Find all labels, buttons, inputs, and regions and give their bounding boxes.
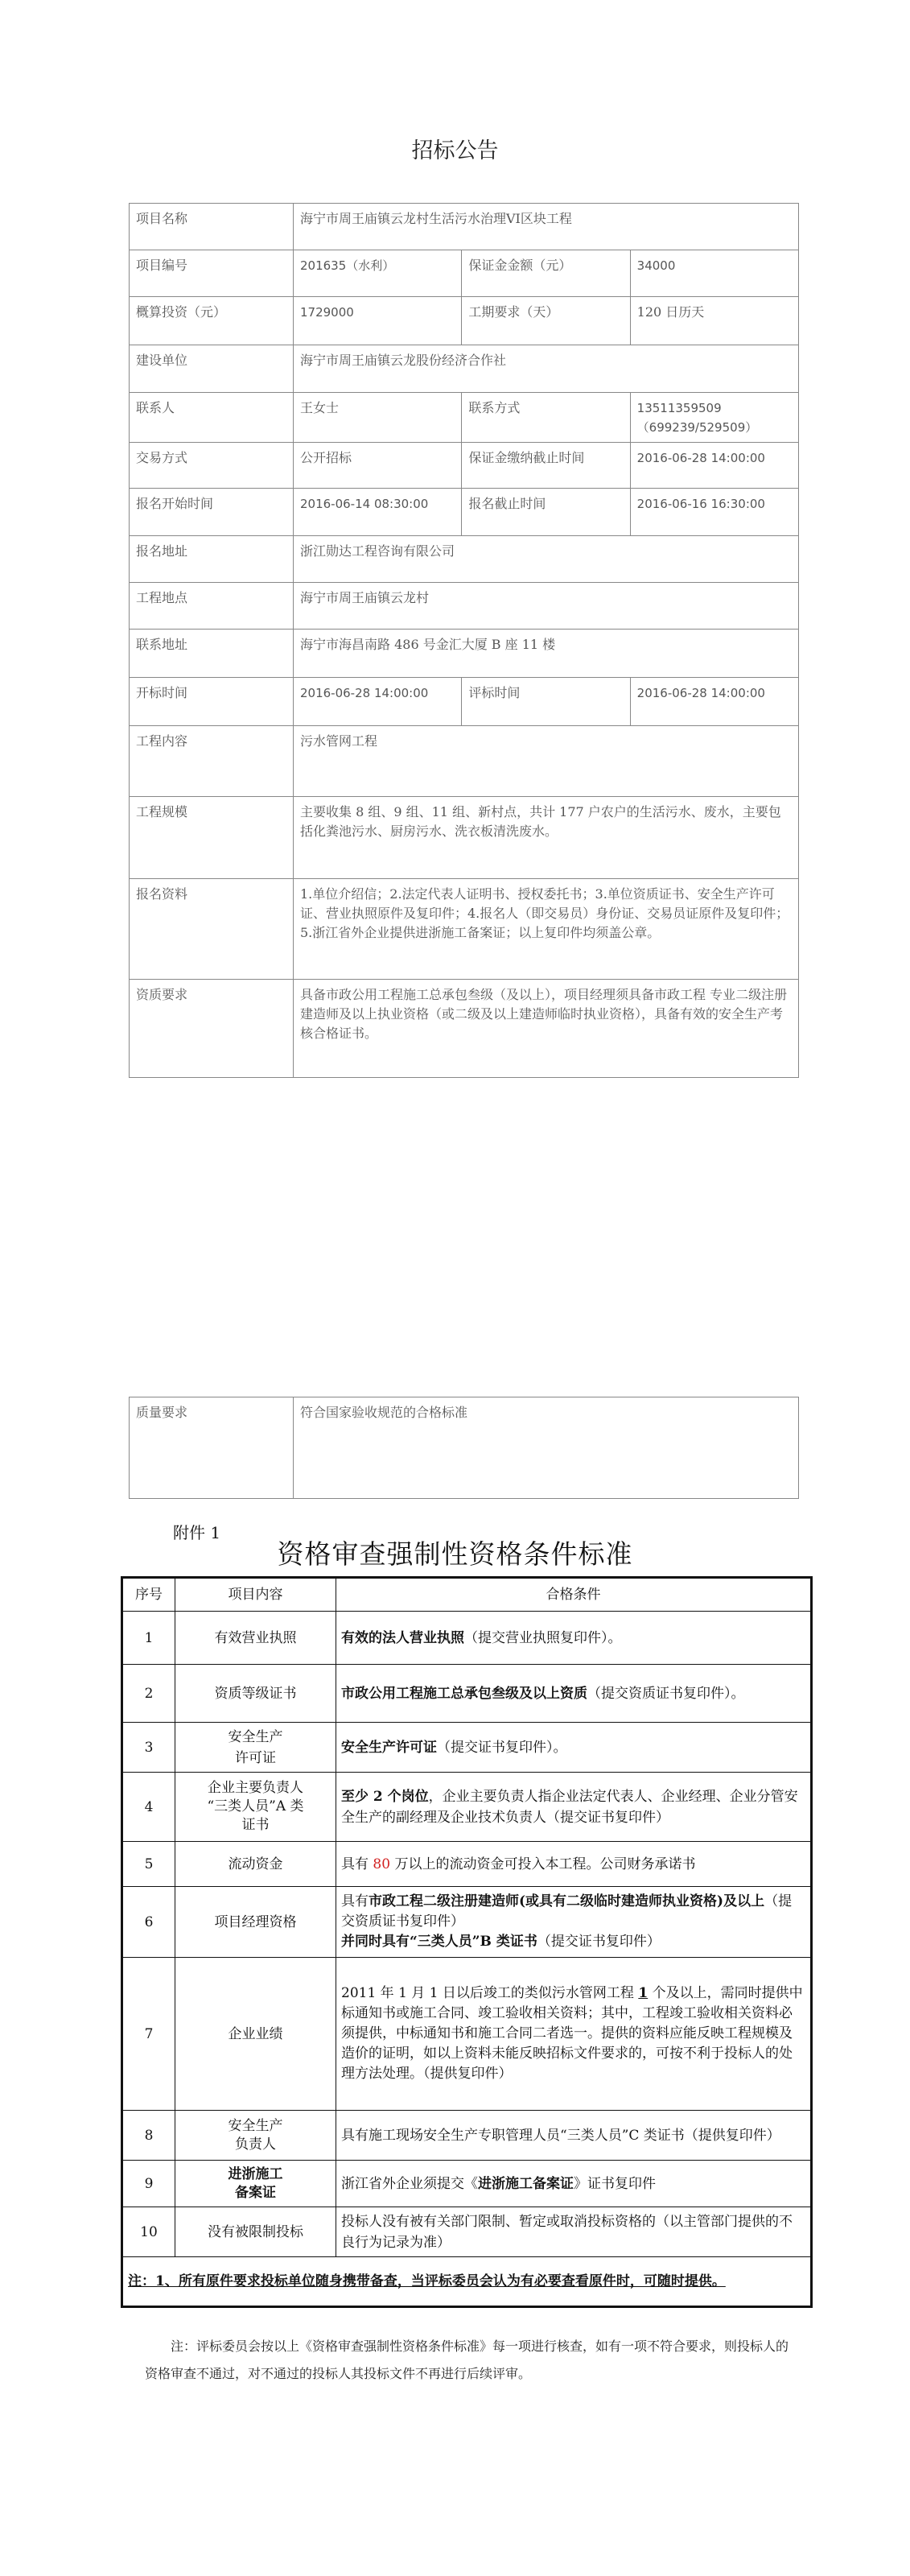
- value-contact: 王女士: [294, 393, 462, 443]
- criteria-table: [121, 1576, 813, 2308]
- criteria-row: [122, 1723, 812, 1773]
- row-no: 8: [122, 2111, 175, 2161]
- row-item: 流动资金: [175, 1842, 336, 1887]
- cond-pre: 具有: [341, 1856, 373, 1872]
- value-project-no: 201635（水利）: [294, 250, 462, 297]
- value-qualification: 具备市政公用工程施工总承包叁级（及以上），项目经理须具备市政工程 专业二级注册建造师及以上执业资格（或二级及以上建造师临时执业资格），具备有效的安全生产考核合格证书。: [294, 980, 799, 1078]
- item-line: 负责人: [235, 2136, 276, 2153]
- label-site: 工程地点: [130, 583, 294, 630]
- row-no: 5: [122, 1842, 175, 1887]
- cond-post: （提交证书复印件）: [537, 1934, 661, 1950]
- criteria-row: [122, 1958, 812, 2111]
- value-reg-end: 2016-06-16 16:30:00: [630, 489, 798, 536]
- cond-post: 万以上的流动资金可投入本工程。公司财务承诺书: [390, 1856, 696, 1872]
- bottom-note: 注：评标委员会按以上《资格审查强制性资格条件标准》每一项进行核查，如有一项不符合要求，则投标人的资格审查不通过，对不通过的投标人其投标文件不再进行后续评审。: [145, 2339, 789, 2381]
- cond-bold: 进浙施工备案证: [478, 2175, 574, 2192]
- header-item: 项目内容: [175, 1578, 336, 1612]
- row-no: 2: [122, 1665, 175, 1723]
- criteria-row: [122, 1887, 812, 1958]
- row-cond: [336, 1773, 812, 1842]
- quality-table: [129, 1397, 799, 1499]
- item-line: 安全生产: [228, 2117, 283, 2134]
- label-project-no: 项目编号: [130, 250, 294, 297]
- cond-pre: 浙江省外企业须提交《: [341, 2175, 478, 2192]
- header-cond: 合格条件: [336, 1578, 812, 1612]
- item-line: 许可证: [235, 1749, 276, 1766]
- value-deposit-deadline: 2016-06-28 14:00:00: [630, 443, 798, 489]
- cond-bold: 安全生产许可证: [341, 1739, 437, 1756]
- contact-phone: 13511359509: [636, 401, 722, 415]
- label-trade-method: 交易方式: [130, 443, 294, 489]
- row-cond: [336, 1723, 812, 1773]
- cond-mid: （提交资质证书复印件）: [341, 1893, 793, 1930]
- row-cond: [336, 1958, 812, 2111]
- cond-amount: 80: [373, 1856, 391, 1872]
- value-deposit: 34000: [630, 250, 798, 297]
- label-contact-method: 联系方式: [462, 393, 630, 443]
- row-item: 企业业绩: [175, 1958, 336, 2111]
- criteria-row: [122, 2111, 812, 2161]
- cond-post: 个及以上，需同时提供中标通知书或施工合同、竣工验收相关资料；其中，工程竣工验收相关资料必须提供，中标通知书和施工合同二者选一。提供的资料应能反映工程规模及造价的证明，如以上资料未能反映招标文件要求的，可按不利于投标人的处理方法处理。（提供复印件）: [341, 1985, 803, 2082]
- cond-bold: 市政工程二级注册建造师(或具有二级临时建造师执业资格)及以上: [369, 1893, 765, 1909]
- cond-rest: （提交资质证书复印件）。: [587, 1685, 745, 1702]
- criteria-footnote-row: [122, 2257, 812, 2307]
- label-deposit: 保证金金额（元）: [462, 250, 630, 297]
- value-budget: 1729000: [294, 297, 462, 345]
- value-contact-method: [630, 393, 798, 443]
- row-item: [175, 2161, 336, 2207]
- label-reg-end: 报名截止时间: [462, 489, 630, 536]
- label-deposit-deadline: 保证金缴纳截止时间: [462, 443, 630, 489]
- row-cond: [336, 1612, 812, 1665]
- row-cond: [336, 1887, 812, 1958]
- value-trade-method: 公开招标: [294, 443, 462, 489]
- row-item: 没有被限制投标: [175, 2207, 336, 2257]
- label-qualification: 资质要求: [130, 980, 294, 1078]
- value-quality: 符合国家验收规范的合格标准: [294, 1397, 799, 1499]
- page-title: 招标公告: [411, 138, 499, 163]
- row-item: 资质等级证书: [175, 1665, 336, 1723]
- cond-rest: （提交证书复印件）。: [437, 1739, 567, 1756]
- value-reg-address: 浙江勋达工程咨询有限公司: [294, 536, 799, 583]
- contact-phone-ext: （699239/529509）: [636, 420, 758, 435]
- row-item: 有效营业执照: [175, 1612, 336, 1665]
- criteria-header-row: [122, 1578, 812, 1612]
- tender-info-table: [129, 203, 799, 1078]
- label-contact: 联系人: [130, 393, 294, 443]
- value-period: 120 日历天: [630, 297, 798, 345]
- cond-bold: 市政公用工程施工总承包叁级及以上资质: [341, 1685, 587, 1702]
- row-no: 1: [122, 1612, 175, 1665]
- cond-pre: 具有: [341, 1893, 369, 1909]
- header-no: 序号: [122, 1578, 175, 1612]
- cond-rest: ，企业主要负责人指企业法定代表人、企业经理、企业分管安全生产的副经理及企业技术负责人（提交证书复印件）: [341, 1788, 798, 1826]
- item-line: 企业主要负责人: [208, 1780, 303, 1796]
- criteria-row: [122, 1612, 812, 1665]
- value-owner: 海宁市周王庙镇云龙股份经济合作社: [294, 345, 799, 393]
- row-no: 4: [122, 1773, 175, 1842]
- criteria-row: [122, 2161, 812, 2207]
- label-open-time: 开标时间: [130, 678, 294, 726]
- row-cond: [336, 1842, 812, 1887]
- item-line: 证书: [241, 1817, 270, 1833]
- cond-bold: 并同时具有“三类人员”B 类证书: [341, 1934, 537, 1950]
- cond-count: 1: [638, 1985, 649, 2001]
- criteria-row: [122, 1842, 812, 1887]
- row-cond: 具有施工现场安全生产专职管理人员“三类人员”C 类证书（提供复印件）: [336, 2111, 812, 2161]
- criteria-row: [122, 1773, 812, 1842]
- cond-post: 》证书复印件: [574, 2175, 656, 2192]
- row-item: [175, 1723, 336, 1773]
- value-site: 海宁市周王庙镇云龙村: [294, 583, 799, 630]
- item-line: “三类人员”A 类: [207, 1798, 304, 1814]
- label-materials: 报名资料: [130, 879, 294, 980]
- row-no: 6: [122, 1887, 175, 1958]
- item-line: 进浙施工: [228, 2165, 283, 2182]
- label-owner: 建设单位: [130, 345, 294, 393]
- item-line: 备案证: [235, 2184, 276, 2201]
- row-no: 10: [122, 2207, 175, 2257]
- value-scale: 主要收集 8 组、9 组、11 组、新村点，共计 177 户农户的生活污水、废水，主要包括化粪池污水、厨房污水、洗衣板清洗废水。: [294, 797, 799, 879]
- label-contact-address: 联系地址: [130, 630, 294, 678]
- value-contact-address: 海宁市海昌南路 486 号金汇大厦 B 座 11 楼: [294, 630, 799, 678]
- value-materials: 1.单位介绍信；2.法定代表人证明书、授权委托书；3.单位资质证书、安全生产许可证、营业执照原件及复印件；4.报名人（即交易员）身份证、交易员证原件及复印件；5.浙江省外企业提供进浙施工备案证；以上复印件均须盖公章。: [294, 879, 799, 980]
- label-budget: 概算投资（元）: [130, 297, 294, 345]
- criteria-row: [122, 1665, 812, 1723]
- value-open-time: 2016-06-28 14:00:00: [294, 678, 462, 726]
- cond-rest: （提交营业执照复印件）。: [464, 1629, 622, 1646]
- label-reg-start: 报名开始时间: [130, 489, 294, 536]
- label-eval-time: 评标时间: [462, 678, 630, 726]
- value-content: 污水管网工程: [294, 726, 799, 797]
- row-no: 7: [122, 1958, 175, 2111]
- cond-bold: 至少 2 个岗位: [341, 1788, 429, 1805]
- row-cond: [336, 2161, 812, 2207]
- attachment-title: 资格审查强制性资格条件标准: [277, 1538, 633, 1570]
- row-item: [175, 1773, 336, 1842]
- row-cond: 投标人没有被有关部门限制、暂定或取消投标资格的（以主管部门提供的不良行为记录为准）: [336, 2207, 812, 2257]
- cond-pre: 2011 年 1 月 1 日以后竣工的类似污水管网工程: [341, 1985, 639, 2001]
- row-no: 3: [122, 1723, 175, 1773]
- value-reg-start: 2016-06-14 08:30:00: [294, 489, 462, 536]
- row-item: 项目经理资格: [175, 1887, 336, 1958]
- label-period: 工期要求（天）: [462, 297, 630, 345]
- attachment-label: 附件 1: [173, 1523, 221, 1542]
- criteria-row: [122, 2207, 812, 2257]
- item-line: 安全生产: [228, 1728, 283, 1745]
- criteria-footnote: 注：1、所有原件要求投标单位随身携带备查，当评标委员会认为有必要查看原件时，可随时提供。: [122, 2257, 812, 2307]
- label-content: 工程内容: [130, 726, 294, 797]
- label-scale: 工程规模: [130, 797, 294, 879]
- label-quality: 质量要求: [130, 1397, 294, 1499]
- label-project-name: 项目名称: [130, 204, 294, 250]
- value-project-name: 海宁市周王庙镇云龙村生活污水治理VI区块工程: [294, 204, 799, 250]
- row-item: [175, 2111, 336, 2161]
- label-reg-address: 报名地址: [130, 536, 294, 583]
- row-no: 9: [122, 2161, 175, 2207]
- cond-bold: 有效的法人营业执照: [341, 1629, 464, 1646]
- row-cond: [336, 1665, 812, 1723]
- value-eval-time: 2016-06-28 14:00:00: [630, 678, 798, 726]
